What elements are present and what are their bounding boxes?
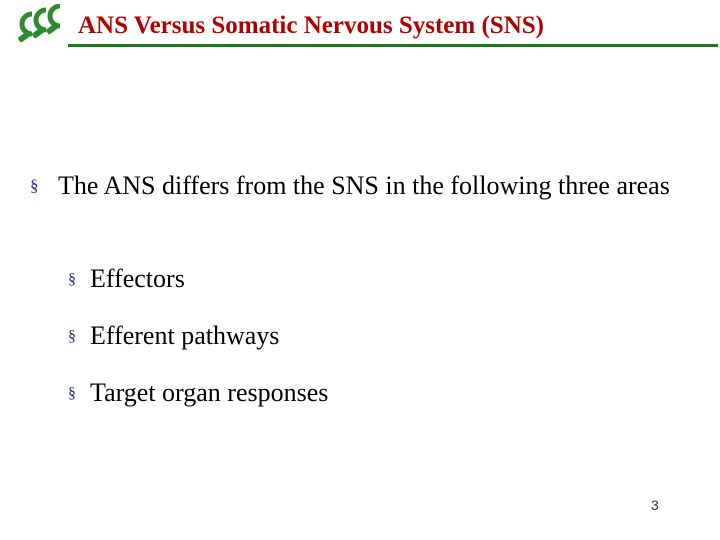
sub-bullet-text: Effectors [90, 264, 185, 293]
ecc-logo [12, 4, 70, 46]
sub-bullet-text: Target organ responses [90, 378, 329, 407]
main-bullet [30, 168, 710, 203]
sub-bullet-efferent-pathways [68, 321, 279, 351]
bullet-marker: § [68, 328, 76, 345]
slide-title: ANS Versus Somatic Nervous System (SNS) [78, 12, 544, 39]
main-bullet-text: The ANS differs from the SNS in the following three areas [58, 171, 670, 200]
bullet-marker: § [30, 176, 39, 195]
bullet-marker: § [68, 385, 76, 402]
sub-bullet-target-organ-responses [68, 378, 328, 408]
page-number: 3 [651, 497, 659, 513]
title-underline [68, 44, 718, 47]
sub-bullet-effectors [68, 264, 185, 294]
bullet-marker: § [68, 271, 76, 288]
sub-bullet-text: Efferent pathways [90, 321, 280, 350]
